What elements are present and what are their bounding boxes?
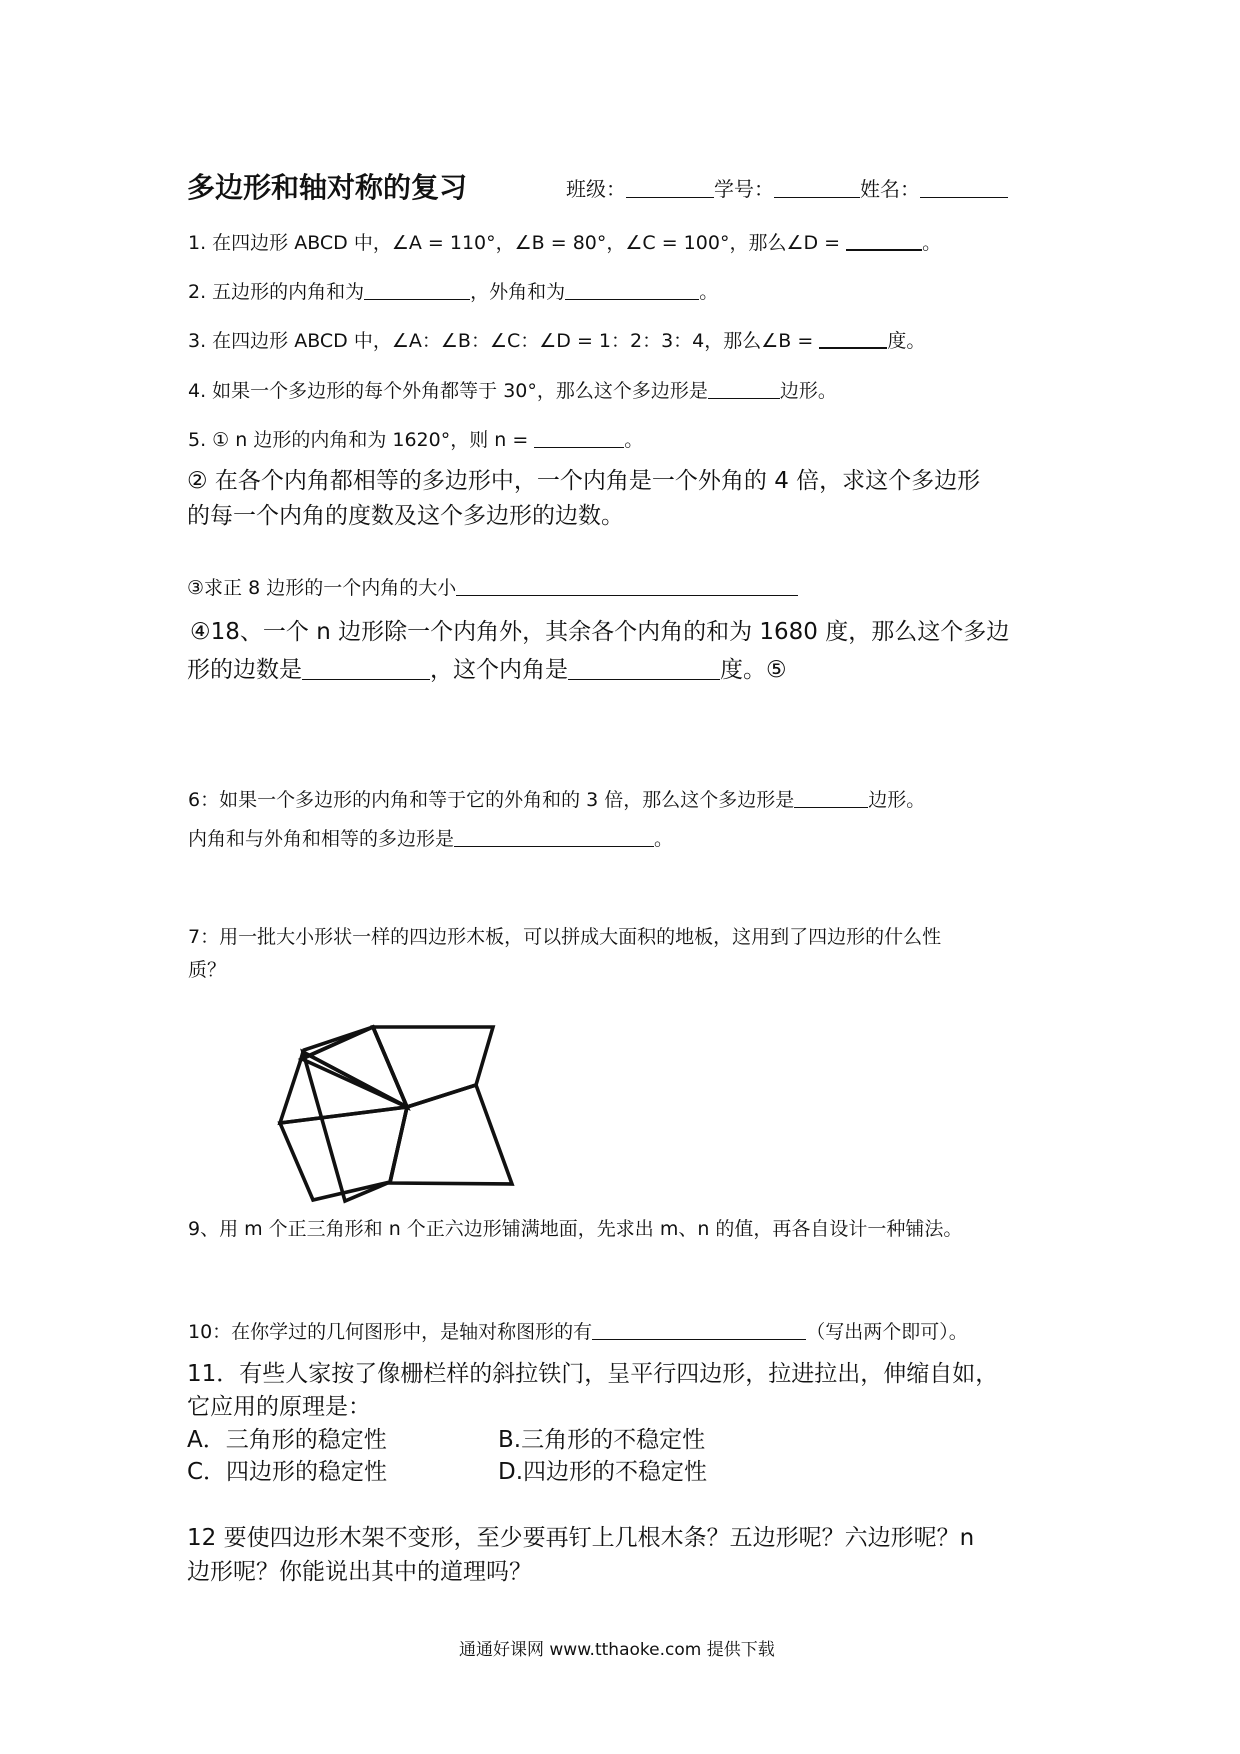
question-5-1-text: 5. ① n 边形的内角和为 1620°，则 n = [188,429,535,451]
question-2-end: 。 [699,281,719,303]
option-b[interactable]: B.三角形的不稳定性 [498,1427,706,1453]
question-10-blank[interactable] [592,1319,806,1340]
question-3-end: 度。 [887,330,926,352]
question-5-4-line-1: ④18、一个 n 边形除一个内角外，其余各个内角的和为 1680 度，那么这个多边 [190,619,1010,645]
class-label: 班级： [566,177,626,201]
question-6-end: 边形。 [868,789,926,811]
question-6-line-2-text: 内角和与外角和相等的多边形是 [188,828,455,850]
tile-quadrilateral-6 [373,1027,493,1107]
question-1-end: 。 [922,232,942,254]
tile-quadrilateral-7 [390,1085,512,1184]
question-12-line-2: 边形呢？你能说出其中的道理吗？ [187,1559,532,1585]
question-5-2-line-2: 的每一个内角的度数及这个多边形的边数。 [187,503,624,529]
option-a[interactable]: A．三角形的稳定性 [187,1427,387,1453]
question-10-text: 10：在你学过的几何图形中，是轴对称图形的有 [188,1321,593,1343]
question-4-end: 边形。 [779,380,837,402]
question-7-line-2: 质？ [188,959,227,981]
question-5-4-text-b: ，这个内角是 [430,657,568,683]
name-label: 姓名： [860,177,920,201]
question-2-mid: ，外角和为 [470,281,566,303]
question-6-line-2-end: 。 [654,828,674,850]
question-5-2-line-1: ② 在各个内角都相等的多边形中，一个内角是一个外角的 4 倍，求这个多边形 [187,468,981,494]
question-11-line-1: 11．有些人家按了像栅栏样的斜拉铁门，呈平行四边形，拉进拉出，伸缩自如， [187,1361,999,1387]
question-3-text: 3. 在四边形 ABCD 中，∠A：∠B：∠C：∠D = 1：2：3：4，那么∠B = [188,330,820,352]
question-11-line-2: 它应用的原理是： [187,1394,371,1420]
question-5-3-text: ③求正 8 边形的一个内角的大小 [187,577,457,599]
question-6-text: 6：如果一个多边形的内角和等于它的外角和的 3 倍，那么这个多边形是 [188,789,795,811]
question-10 [188,1317,968,1344]
page-title: 多边形和轴对称的复习 [187,171,468,204]
option-d[interactable]: D.四边形的不稳定性 [498,1459,708,1485]
question-1-text: 1. 在四边形 ABCD 中，∠A = 110°，∠B = 80°，∠C = 100°，那么∠D = [188,232,847,254]
student-id-label: 学号： [714,177,774,201]
tile-quadrilateral-5 [280,1107,407,1200]
question-12-line-1: 12 要使四边形木架不变形，至少要再钉上几根木条？五边形呢？六边形呢？n [187,1525,975,1551]
option-c[interactable]: C．四边形的稳定性 [187,1459,388,1485]
footer-attribution: 通通好课网 www.tthaoke.com 提供下载 [459,1640,775,1660]
question-5-4-text-c: 度。⑤ [720,657,787,683]
question-4-text: 4. 如果一个多边形的每个外角都等于 30°，那么这个多边形是 [188,380,708,402]
question-7-line-1: 7：用一批大小形状一样的四边形木板，可以拼成大面积的地板，这用到了四边形的什么性 [188,926,942,948]
question-5-4-text-a: 形的边数是 [187,657,302,683]
question-5-1-end: 。 [624,429,644,451]
question-10-end: （写出两个即可）。 [806,1321,968,1343]
question-2-text: 2. 五边形的内角和为 [188,281,365,303]
question-9: 9、用 m 个正三角形和 n 个正六边形铺满地面，先求出 m、n 的值，再各自设计一种铺法。 [188,1218,963,1240]
